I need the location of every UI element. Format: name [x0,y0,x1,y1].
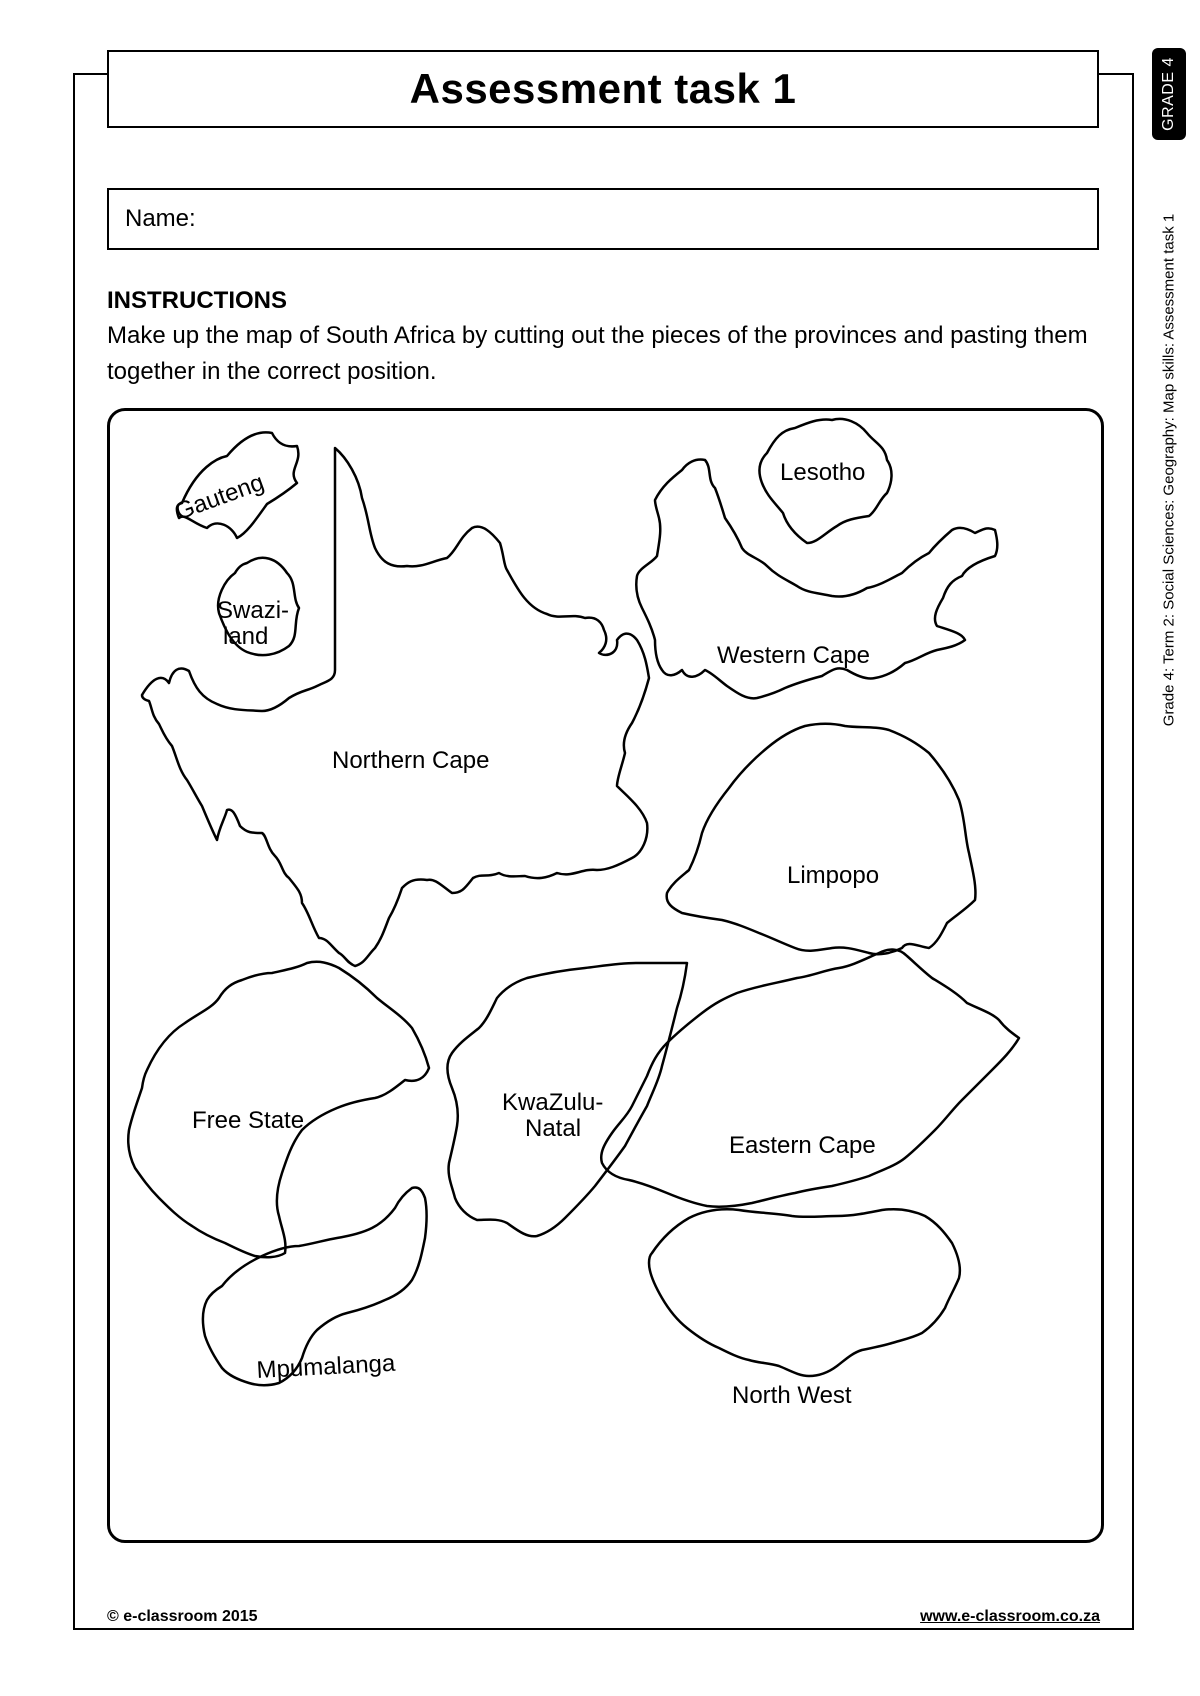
side-breadcrumb: Grade 4: Term 2: Social Sciences: Geography: Map skills: Assessment task 1 [1160,213,1178,727]
north-west-label: North West [732,1382,852,1409]
northern-cape-label: Northern Cape [332,747,490,774]
mpumalanga-label: Mpumalanga [255,1349,396,1384]
swaziland-label-line2: land [223,623,269,650]
page-title: Assessment task 1 [409,65,797,112]
lesotho-label: Lesotho [780,459,866,486]
eastern-cape-label: Eastern Cape [729,1132,876,1159]
limpopo-label: Limpopo [787,862,880,889]
province-cutouts [107,408,1104,1543]
grade-label: GRADE 4 [1160,57,1177,131]
title-box [107,50,1099,128]
free-state-label: Free State [192,1107,305,1134]
copyright-text: © e-classroom 2015 [107,1608,258,1625]
western-cape-label: Western Cape [717,642,870,669]
limpopo-piece[interactable] [667,724,976,954]
kwazulu-natal-label-line1: KwaZulu- [502,1089,604,1116]
website-link[interactable]: www.e-classroom.co.za [920,1608,1100,1625]
instructions-text: Make up the map of South Africa by cutting out the pieces of the provinces and pasting them together in the correct position. [107,322,1088,385]
name-label: Name: [125,205,196,232]
name-field[interactable] [107,188,1099,250]
north-west-piece[interactable] [649,1209,960,1376]
kwazulu-natal-label-line2: Natal [525,1115,582,1142]
instructions-heading: INSTRUCTIONS [107,287,287,314]
northern-cape-piece[interactable] [142,448,649,966]
eastern-cape-piece[interactable] [601,950,1019,1207]
swaziland-label-line1: Swazi- [217,597,290,624]
gauteng-label: Gauteng [171,468,268,526]
